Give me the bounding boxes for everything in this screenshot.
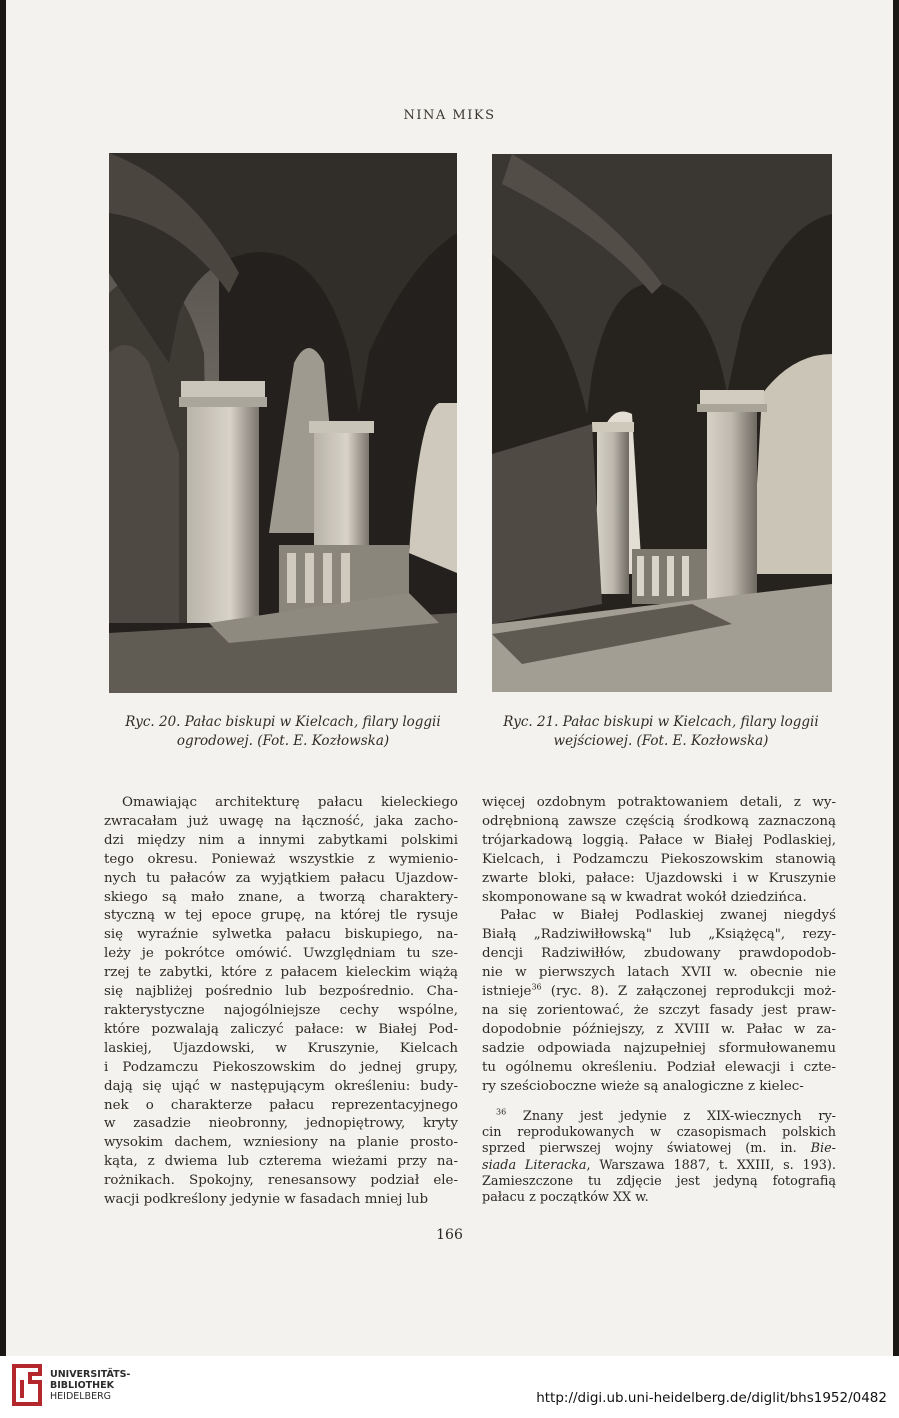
text-line: wysokim dachem, wzniesiony na planie prosto-	[104, 1135, 458, 1151]
text-line: się wyraźnie sylwetka pałacu biskupiego, na-	[104, 927, 458, 943]
page-edge-left	[0, 0, 6, 1418]
text-span: Znany jest jedynie z XIX-wiecznych ry-	[506, 1109, 836, 1124]
text-line: Kielcach, i Podzamczu Piekoszowskim stanowią	[482, 851, 836, 867]
text-line: i Podzamczu Piekoszowskim do jednej grupy,	[104, 1059, 458, 1075]
footnote-line	[482, 1141, 836, 1157]
text-span: , Warszawa 1887, t. XXIII, s. 193).	[586, 1157, 836, 1173]
text-column-left	[104, 794, 458, 1210]
footnote-line: cin reprodukowanych w czasopismach polskich	[482, 1125, 836, 1141]
footnote-line: pałacu z początków XX w.	[482, 1190, 649, 1206]
text-line: leży je pokrótce omówić. Uwzględniam tu sze-	[104, 946, 458, 962]
text-line: laskiej, Ujazdowski, w Kruszynie, Kielcach	[104, 1040, 458, 1056]
text-line: dencji Radziwiłłów, zbudowany prawdopodob-	[482, 946, 836, 962]
text-line: rożnikach. Spokojny, renesansowy podział ele-	[104, 1173, 458, 1189]
text-span: sprzed pierwszej wojny światowej (m. in.	[482, 1141, 811, 1157]
photo-ryc-21	[492, 154, 832, 692]
text-line: trójarkadową loggią. Pałace w Białej Podlaskiej,	[482, 832, 836, 848]
text-line: skiego są mało znane, a tworzą charaktery-	[104, 889, 458, 905]
text-line: w zasadzie nieobronny, jednopiętrowy, kryty	[104, 1116, 458, 1132]
text-span: istnieje	[482, 984, 532, 1000]
caption-line: ogrodowej. (Fot. E. Kozłowska)	[176, 733, 390, 749]
text-line: się najbliżej pośrednio lub bezpośrednio. Cha-	[104, 984, 458, 1000]
text-line: dopodobnie późniejszy, z XVIII w. Pałac w za-	[482, 1021, 836, 1037]
library-name	[50, 1369, 130, 1402]
page-number: 166	[436, 1227, 463, 1243]
text-line: rzej te zabytki, które z pałacem kieleckim wiążą	[104, 965, 458, 981]
text-line: Białą „Radziwiłłowską" lub „Książęcą", rezy-	[482, 927, 836, 943]
caption-ryc-21	[478, 713, 844, 751]
footnote-ref-36: 36	[531, 982, 542, 992]
library-line: UNIVERSITÄTS-	[50, 1369, 131, 1380]
footer-bar	[0, 1356, 899, 1418]
library-logo-icon	[10, 1362, 44, 1408]
text-line: dzi między nim a innymi zabytkami polskimi	[104, 832, 458, 848]
caption-line: wejściowej. (Fot. E. Kozłowska)	[553, 733, 769, 749]
text-span: (ryc. 8). Z załączonej reprodukcji moż-	[541, 984, 836, 1000]
text-line: ry sześcioboczne wieże są analogiczne z kielec-	[482, 1078, 804, 1094]
text-line: nek o charakterze pałacu reprezentacyjnego	[104, 1097, 458, 1113]
library-line: HEIDELBERG	[50, 1391, 112, 1402]
text-line: tego okresu. Ponieważ wszystkie z wymienio-	[104, 851, 458, 867]
footnote-number: 36	[496, 1107, 507, 1117]
library-line: BIBLIOTHEK	[50, 1380, 114, 1391]
text-line: nie w pierwszych latach XVII w. obecnie nie	[482, 965, 836, 981]
text-span-italic: siada Literacka	[482, 1157, 587, 1173]
text-span-italic: Bie-	[810, 1141, 836, 1157]
text-line: styczną w tej epoce grupę, na której tle rysuje	[104, 908, 458, 924]
text-line: odrębnioną zawsze częścią środkową zaznaczoną	[482, 813, 836, 829]
footnote-line	[482, 1158, 836, 1174]
caption-line: Ryc. 21. Pałac biskupi w Kielcach, filary loggii	[503, 714, 819, 730]
text-line: wacji podkreślony jedynie w fasadach mniej lub	[104, 1192, 429, 1208]
text-line: Omawiając architekturę pałacu kieleckiego	[122, 795, 458, 810]
footnote-line: Zamieszczone tu zdjęcie jest jedyną fotografią	[482, 1173, 836, 1189]
caption-line: Ryc. 20. Pałac biskupi w Kielcach, filary loggii	[125, 714, 441, 730]
footnote-line	[482, 1109, 836, 1125]
text-line: tu ogólnemu określeniu. Podział elewacji i czte-	[482, 1059, 836, 1075]
text-line: dają się ująć w następującym określeniu: budy-	[104, 1078, 458, 1094]
text-line: kąta, z dwiema lub czterema wieżami przy na-	[104, 1154, 458, 1170]
text-line: zwracałam już uwagę na łączność, jaka zacho-	[104, 813, 458, 829]
photo-ryc-20	[109, 153, 457, 693]
text-line: sadzie odpowiada najzupełniej sformułowanemu	[482, 1040, 836, 1056]
text-line: Pałac w Białej Podlaskiej zwanej niegdyś	[500, 908, 836, 924]
page-edge-right	[893, 0, 899, 1418]
footnote-36	[482, 1109, 836, 1206]
source-url-link[interactable]: http://digi.ub.uni-heidelberg.de/diglit/bhs1952/0482	[536, 1390, 887, 1406]
text-line	[482, 983, 836, 1002]
text-line: skomponowane są w kwadrat wokół dziedzińca.	[482, 889, 807, 905]
text-line: rakterystyczne najogólniejsze cechy wspólne,	[104, 1002, 458, 1018]
text-column-right	[482, 794, 836, 1097]
caption-ryc-20	[100, 713, 466, 751]
text-line: które pozwalają zaliczyć pałace: w Białej Pod-	[104, 1021, 458, 1037]
running-title: NINA MIKS	[403, 108, 496, 123]
text-line: więcej ozdobnym potraktowaniem detali, z wy-	[482, 795, 836, 810]
text-line: zwarte bloki, pałace: Ujazdowski i w Kruszynie	[482, 870, 836, 886]
text-line: na się zorientować, że szczyt fasady jest praw-	[482, 1002, 836, 1018]
text-line: nych tu pałaców za wyjątkiem pałacu Ujazdow-	[104, 870, 458, 886]
